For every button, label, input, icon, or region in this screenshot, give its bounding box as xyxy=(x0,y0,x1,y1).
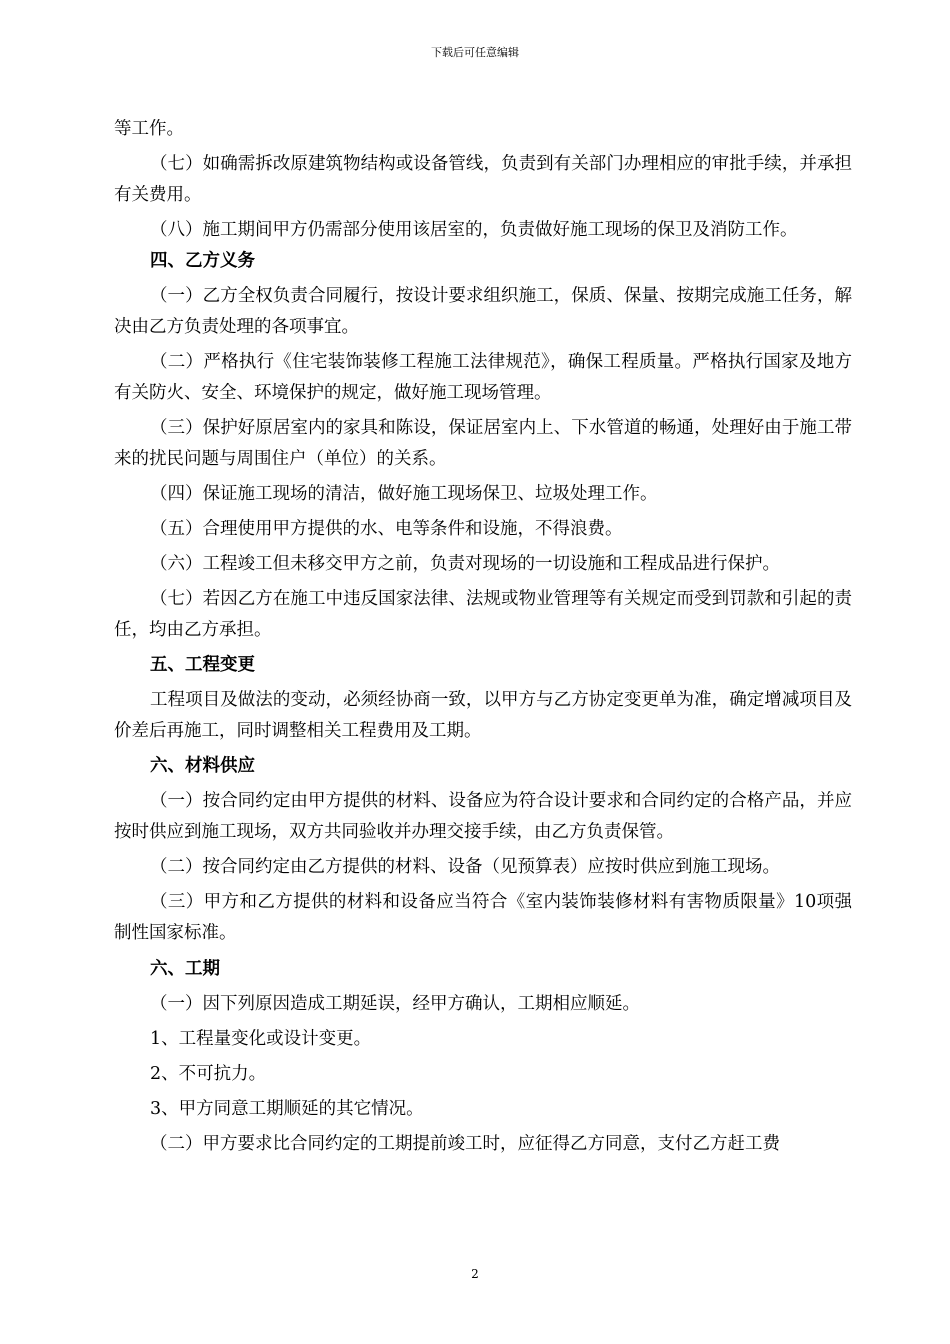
section-heading: 四、乙方义务 xyxy=(150,251,255,271)
paragraph: （一）按合同约定由甲方提供的材料、设备应为符合设计要求和合同约定的合格产品，并应按时供应到施工现场，双方共同验收并办理交接手续，由乙方负责保管。 xyxy=(114,791,852,842)
paragraph: （六）工程竣工但未移交甲方之前，负责对现场的一切设施和工程成品进行保护。 xyxy=(150,554,780,574)
list-item: 3、甲方同意工期顺延的其它情况。 xyxy=(150,1099,424,1119)
paragraph: 工程项目及做法的变动，必须经协商一致，以甲方与乙方协定变更单为准，确定增减项目及价差后再施工，同时调整相关工程费用及工期。 xyxy=(114,690,852,741)
paragraph: （五）合理使用甲方提供的水、电等条件和设施，不得浪费。 xyxy=(150,519,623,539)
document-body xyxy=(114,114,852,1160)
paragraph: （七）如确需拆改原建筑物结构或设备管线，负责到有关部门办理相应的审批手续，并承担有关费用。 xyxy=(114,154,852,205)
page-header: 下载后可任意编辑 xyxy=(431,46,519,59)
section-heading: 六、工期 xyxy=(150,959,220,979)
list-item: 2、不可抗力。 xyxy=(150,1064,267,1084)
paragraph: 等工作。 xyxy=(114,119,184,139)
paragraph: （三）保护好原居室内的家具和陈设，保证居室内上、下水管道的畅通，处理好由于施工带来的扰民问题与周围住户（单位）的关系。 xyxy=(114,418,852,469)
paragraph: （八）施工期间甲方仍需部分使用该居室的，负责做好施工现场的保卫及消防工作。 xyxy=(150,220,798,240)
page-number: 2 xyxy=(471,1267,479,1281)
paragraph: （一）因下列原因造成工期延误，经甲方确认，工期相应顺延。 xyxy=(150,994,640,1014)
list-item: 1、工程量变化或设计变更。 xyxy=(150,1029,372,1049)
paragraph: （二）按合同约定由乙方提供的材料、设备（见预算表）应按时供应到施工现场。 xyxy=(150,857,780,877)
section-heading: 五、工程变更 xyxy=(150,655,255,675)
paragraph: （七）若因乙方在施工中违反国家法律、法规或物业管理等有关规定而受到罚款和引起的责任，均由乙方承担。 xyxy=(114,589,852,640)
paragraph: （二）甲方要求比合同约定的工期提前竣工时，应征得乙方同意，支付乙方赶工费 xyxy=(150,1134,780,1154)
section-heading: 六、材料供应 xyxy=(150,756,255,776)
paragraph: （二）严格执行《住宅装饰装修工程施工法律规范》，确保工程质量。严格执行国家及地方有关防火、安全、环境保护的规定，做好施工现场管理。 xyxy=(114,352,852,403)
paragraph: （四）保证施工现场的清洁，做好施工现场保卫、垃圾处理工作。 xyxy=(150,484,658,504)
paragraph: （三）甲方和乙方提供的材料和设备应当符合《室内装饰装修材料有害物质限量》10项强制性国家标准。 xyxy=(114,892,852,943)
paragraph: （一）乙方全权负责合同履行，按设计要求组织施工，保质、保量、按期完成施工任务，解决由乙方负责处理的各项事宜。 xyxy=(114,286,852,337)
